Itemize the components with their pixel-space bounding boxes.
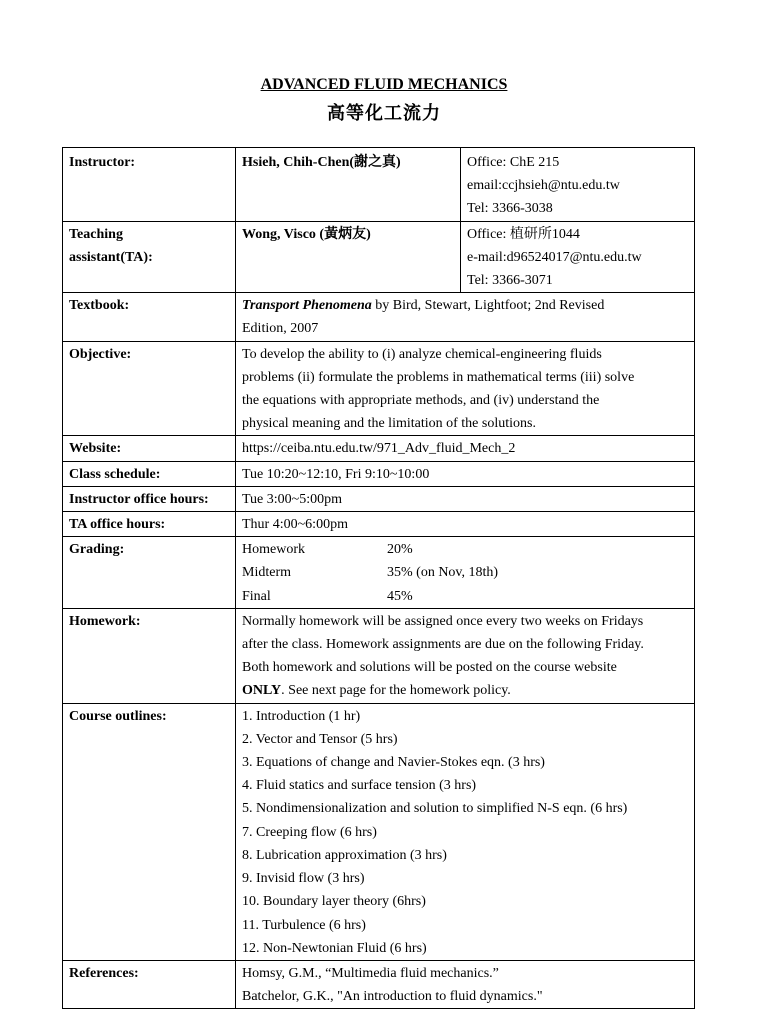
references-row xyxy=(63,960,695,1008)
homework-line: Both homework and solutions will be posted on the course website xyxy=(242,660,617,676)
outline-item: 4. Fluid statics and surface tension (3 hrs) xyxy=(242,778,477,794)
ta-email[interactable]: e-mail:d96524017@ntu.edu.tw xyxy=(467,249,642,265)
grading-label: Grading: xyxy=(63,537,236,609)
grading-row xyxy=(63,537,695,609)
grading-item-name: Midterm xyxy=(242,565,291,581)
ta-label xyxy=(63,221,236,293)
homework-policy-note: . See next page for the homework policy. xyxy=(281,683,511,699)
objective-line: the equations with appropriate methods, and (iv) understand the xyxy=(242,393,600,409)
homework-value xyxy=(236,608,695,703)
objective-line: physical meaning and the limitation of the solutions. xyxy=(242,416,536,432)
class-schedule-row xyxy=(63,461,695,486)
instructor-email[interactable]: email:ccjhsieh@ntu.edu.tw xyxy=(467,178,620,194)
website-row xyxy=(63,436,695,461)
outline-item: 10. Boundary layer theory (6hrs) xyxy=(242,894,426,910)
references-label: References: xyxy=(63,960,236,1008)
ta-label-line2: assistant(TA): xyxy=(69,249,153,265)
grading-item-value: 20% xyxy=(387,542,413,558)
outline-item: 5. Nondimensionalization and solution to simplified N-S eqn. (6 hrs) xyxy=(242,801,628,817)
reference-item: Batchelor, G.K., "An introduction to fluid dynamics." xyxy=(242,989,543,1005)
ta-hours-row xyxy=(63,512,695,537)
ta-label-line1: Teaching xyxy=(69,226,123,242)
grading-item xyxy=(242,585,688,608)
textbook-row xyxy=(63,293,695,341)
instructor-row xyxy=(63,148,695,222)
class-schedule-label: Class schedule: xyxy=(63,461,236,486)
homework-only-emphasis: ONLY xyxy=(242,683,282,699)
website-label: Website: xyxy=(63,436,236,461)
outline-row xyxy=(63,703,695,960)
document-title: ADVANCED FLUID MECHANICS xyxy=(260,76,508,93)
references-list xyxy=(236,960,695,1008)
homework-label: Homework: xyxy=(63,608,236,703)
outline-item: 9. Invisid flow (3 hrs) xyxy=(242,871,365,887)
outline-item: 8. Lubrication approximation (3 hrs) xyxy=(242,847,447,863)
textbook-authors: by Bird, Stewart, Lightfoot; 2nd Revised xyxy=(371,298,605,314)
homework-line: after the class. Homework assignments are due on the following Friday. xyxy=(242,637,644,653)
ta-hours-label: TA office hours: xyxy=(63,512,236,537)
textbook-edition: Edition, 2007 xyxy=(242,321,319,337)
instructor-name: Hsieh, Chih-Chen(謝之真) xyxy=(242,155,401,170)
grading-item xyxy=(242,561,688,584)
objective-line: To develop the ability to (i) analyze chemical-engineering fluids xyxy=(242,346,602,362)
textbook-label: Textbook: xyxy=(63,293,236,341)
grading-item-name: Homework xyxy=(242,542,305,558)
ta-tel: Tel: 3366-3071 xyxy=(467,273,553,289)
instructor-hours-label: Instructor office hours: xyxy=(63,486,236,511)
objective-line: problems (ii) formulate the problems in mathematical terms (iii) solve xyxy=(242,369,635,385)
textbook-title: Transport Phenomena xyxy=(242,298,372,314)
objective-value xyxy=(236,341,695,436)
document-subtitle: 高等化工流力 xyxy=(327,103,441,124)
ta-hours-value: Thur 4:00~6:00pm xyxy=(236,512,695,537)
outline-list xyxy=(236,703,695,960)
objective-label: Objective: xyxy=(63,341,236,436)
outline-item: 3. Equations of change and Navier-Stokes eqn. (3 hrs) xyxy=(242,755,545,771)
grading-value xyxy=(236,537,695,609)
instructor-office: Office: ChE 215 xyxy=(467,155,560,170)
homework-line xyxy=(242,679,688,702)
class-schedule-value: Tue 10:20~12:10, Fri 9:10~10:00 xyxy=(236,461,695,486)
grading-item xyxy=(242,538,688,561)
reference-item: Homsy, G.M., “Multimedia fluid mechanics.” xyxy=(242,965,499,981)
grading-item-value: 45% xyxy=(387,588,413,604)
instructor-label: Instructor: xyxy=(63,148,236,222)
instructor-tel: Tel: 3366-3038 xyxy=(467,201,553,217)
ta-name: Wong, Visco (黃炳友) xyxy=(242,226,371,242)
outline-item: 11. Turbulence (6 hrs) xyxy=(242,917,366,933)
objective-row xyxy=(63,341,695,436)
website-link[interactable]: https://ceiba.ntu.edu.tw/971_Adv_fluid_Mech_2 xyxy=(236,436,695,461)
grading-item-name: Final xyxy=(242,588,271,604)
instructor-hours-row xyxy=(63,486,695,511)
instructor-hours-value: Tue 3:00~5:00pm xyxy=(236,486,695,511)
outline-item: 7. Creeping flow (6 hrs) xyxy=(242,824,377,840)
homework-row xyxy=(63,608,695,703)
ta-row xyxy=(63,221,695,293)
outline-label: Course outlines: xyxy=(63,703,236,960)
homework-line: Normally homework will be assigned once every two weeks on Fridays xyxy=(242,613,644,629)
outline-item: 12. Non-Newtonian Fluid (6 hrs) xyxy=(242,940,427,956)
outline-item: 1. Introduction (1 hr) xyxy=(242,708,361,724)
ta-office: Office: 植研所1044 xyxy=(467,226,580,242)
grading-item-value: 35% (on Nov, 18th) xyxy=(387,565,499,581)
outline-item: 2. Vector and Tensor (5 hrs) xyxy=(242,731,398,747)
textbook-value xyxy=(236,293,695,341)
syllabus-table xyxy=(62,147,695,1009)
